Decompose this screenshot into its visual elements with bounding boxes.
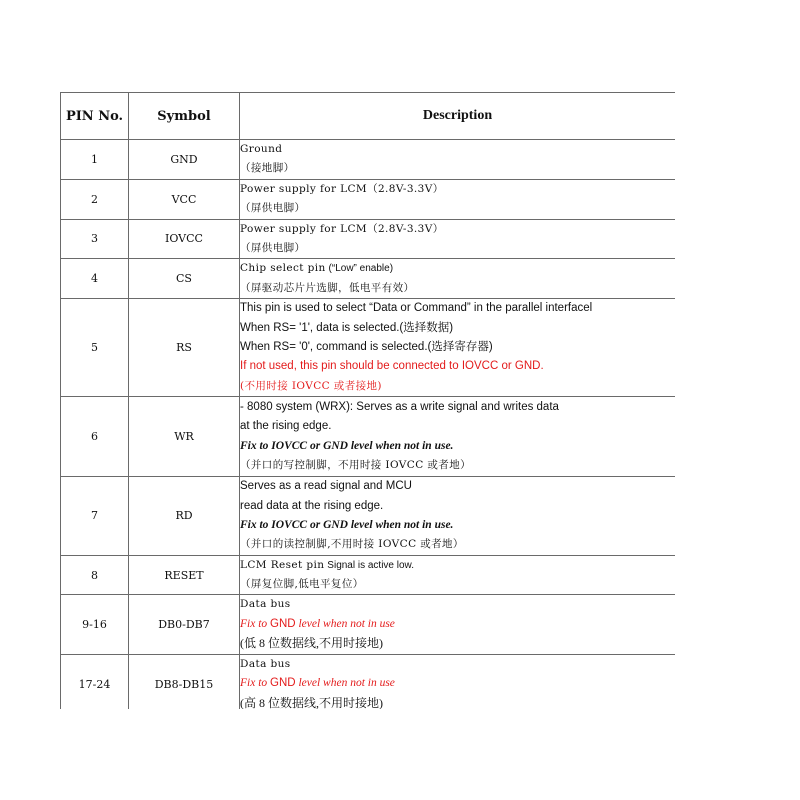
- desc-line: （接地脚）: [240, 162, 295, 175]
- desc-line: Power supply for LCM（2.8V-3.3V）: [240, 222, 444, 235]
- pin-description: [240, 219, 676, 259]
- desc-text: Fix to: [240, 617, 268, 630]
- desc-text: level when not in use: [298, 617, 395, 630]
- table-row: [61, 299, 676, 397]
- pin-number: 6: [61, 397, 129, 477]
- table-row: [61, 654, 676, 709]
- desc-line: [240, 556, 675, 575]
- pin-symbol: VCC: [129, 179, 240, 219]
- desc-line-warning: [240, 615, 675, 634]
- pin-description: [240, 140, 676, 180]
- desc-line-warning: [240, 674, 675, 693]
- pin-description: [240, 397, 676, 477]
- header-symbol: Symbol: [129, 93, 240, 140]
- pin-description: [240, 555, 676, 595]
- pin-symbol: IOVCC: [129, 219, 240, 259]
- desc-text: LCM Reset pin: [240, 558, 325, 571]
- pin-number: 9-16: [61, 595, 129, 654]
- desc-text: (“Low” enable): [328, 263, 394, 275]
- desc-line: （屏供电脚）: [240, 202, 306, 215]
- desc-line: Data bus: [240, 658, 291, 671]
- desc-line: （屏复位脚,低电平复位）: [240, 578, 364, 591]
- pin-number: 3: [61, 219, 129, 259]
- pin-symbol: DB0-DB7: [129, 595, 240, 654]
- desc-line: Power supply for LCM（2.8V-3.3V）: [240, 182, 444, 195]
- desc-line: Serves as a read signal and MCU: [240, 480, 412, 493]
- header-description: Description: [240, 93, 676, 140]
- header-pin-no: PIN No.: [61, 93, 129, 140]
- pin-description: [240, 259, 676, 299]
- table-row: [61, 179, 676, 219]
- desc-line: （并口的写控制脚，不用时接 IOVCC 或者地）: [240, 459, 471, 472]
- pin-number: 7: [61, 477, 129, 556]
- desc-line: Data bus: [240, 598, 291, 611]
- desc-line: (高 8 位数据线,不用时接地): [240, 695, 383, 709]
- table-row: [61, 477, 676, 556]
- pin-table-container: [60, 92, 675, 709]
- desc-text: GND: [270, 617, 296, 630]
- pin-description: [240, 179, 676, 219]
- table-row: [61, 555, 676, 595]
- table-row: [61, 140, 676, 180]
- table-row: [61, 219, 676, 259]
- pin-symbol: RD: [129, 477, 240, 556]
- pin-symbol: RS: [129, 299, 240, 397]
- pin-description: [240, 477, 676, 556]
- pin-number: 4: [61, 259, 129, 299]
- pin-symbol: WR: [129, 397, 240, 477]
- table-header-row: [61, 93, 676, 140]
- desc-line-warning: If not used, this pin should be connected to IOVCC or GND.: [240, 360, 544, 373]
- desc-line: （并口的读控制脚,不用时接 IOVCC 或者地）: [240, 538, 464, 551]
- desc-line: [240, 259, 675, 278]
- desc-line: (低 8 位数据线,不用时接地): [240, 636, 383, 651]
- desc-line-warning: (不用时接 IOVCC 或者接地): [240, 379, 382, 392]
- pin-symbol: DB8-DB15: [129, 654, 240, 709]
- desc-line: When RS= '0', command is selected.(选择寄存器): [240, 340, 493, 353]
- pin-description: [240, 595, 676, 654]
- pin-symbol: GND: [129, 140, 240, 180]
- desc-text: Signal is active low.: [327, 559, 415, 571]
- pin-description: [240, 654, 676, 709]
- pin-number: 1: [61, 140, 129, 180]
- desc-line: at the rising edge.: [240, 420, 332, 433]
- desc-line: This pin is used to select “Data or Command” in the parallel interfacel: [240, 302, 593, 315]
- desc-line: （屏供电脚）: [240, 241, 306, 254]
- pin-number: 17-24: [61, 654, 129, 709]
- desc-line: read data at the rising edge.: [240, 499, 384, 512]
- desc-text: GND: [270, 677, 296, 690]
- pin-symbol: CS: [129, 259, 240, 299]
- desc-text: Fix to: [240, 677, 268, 690]
- desc-line: （屏驱动芯片片选脚，低电平有效）: [240, 281, 415, 294]
- pin-description-table: [60, 92, 675, 709]
- table-row: [61, 259, 676, 299]
- desc-line: When RS= '1', data is selected.(选择数据): [240, 321, 454, 334]
- desc-text: level when not in use: [298, 677, 395, 690]
- pin-number: 5: [61, 299, 129, 397]
- pin-symbol: RESET: [129, 555, 240, 595]
- table-row: [61, 397, 676, 477]
- table-row: [61, 595, 676, 654]
- desc-line: Fix to IOVCC or GND level when not in use.: [240, 439, 454, 452]
- desc-line: - 8080 system (WRX): Serves as a write signal and writes data: [240, 400, 559, 413]
- desc-line: Ground: [240, 143, 283, 155]
- desc-text: Chip select pin: [240, 262, 326, 275]
- pin-number: 8: [61, 555, 129, 595]
- desc-line: Fix to IOVCC or GND level when not in use.: [240, 518, 454, 531]
- pin-number: 2: [61, 179, 129, 219]
- pin-description: [240, 299, 676, 397]
